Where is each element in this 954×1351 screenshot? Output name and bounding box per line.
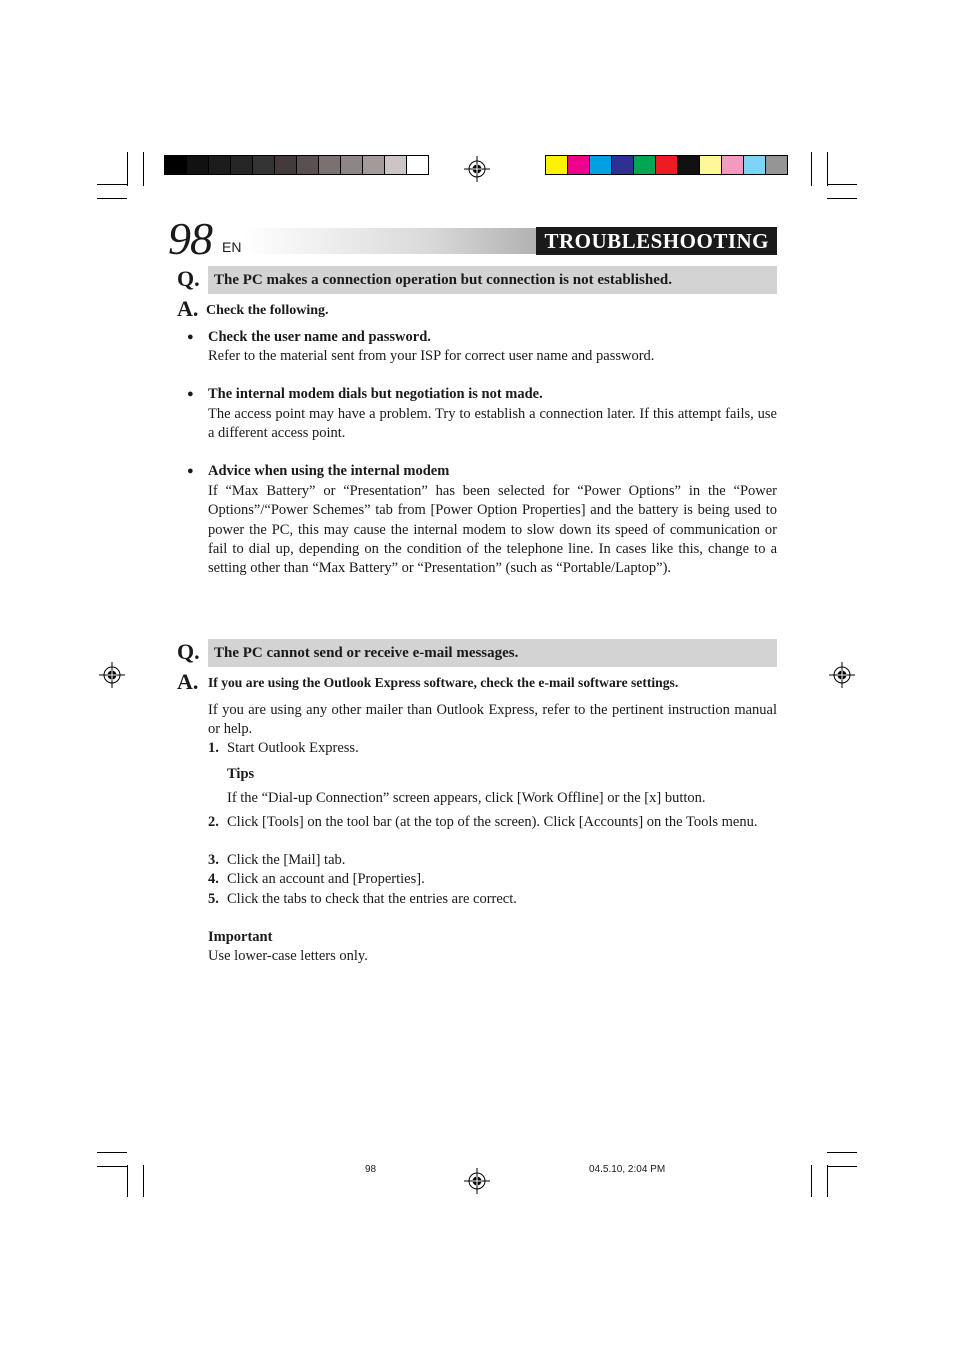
color-swatch: [208, 155, 231, 175]
answer-marker: A.: [177, 669, 199, 694]
color-swatch: [743, 155, 766, 175]
color-swatch: [589, 155, 612, 175]
crop-mark: [143, 152, 144, 186]
language-code: EN: [222, 239, 242, 255]
color-swatch: [164, 155, 187, 175]
crop-mark: [97, 184, 127, 185]
footer-page-number: 98: [365, 1164, 377, 1175]
item-title: Check the user name and password.: [208, 329, 431, 345]
step-text: Click the [Mail] tab.: [227, 852, 346, 868]
registration-mark-icon: [99, 662, 125, 688]
step-number: 1.: [208, 740, 219, 756]
item-text: Refer to the material sent from your ISP for correct user name and password.: [208, 348, 655, 364]
item-text: The access point may have a problem. Try to establish a connection later. If this attempt fails, use a different access point.: [208, 406, 777, 442]
step-text: Click the tabs to check that the entries are correct.: [227, 891, 517, 907]
footer-timestamp: 04.5.10, 2:04 PM: [589, 1164, 666, 1175]
question-heading: The PC cannot send or receive e-mail messages.: [208, 639, 777, 667]
paragraph: If you are using any other mailer than Outlook Express, refer to the pertinent instruction manual or help.: [208, 702, 777, 738]
crop-mark: [827, 1165, 828, 1197]
step-text: Click an account and [Properties].: [227, 871, 425, 887]
answer-intro: Check the following.: [206, 303, 329, 318]
color-swatch: [611, 155, 634, 175]
bullet-icon: ●: [187, 331, 194, 343]
color-swatch: [252, 155, 275, 175]
color-swatch: [186, 155, 209, 175]
tips-text: If the “Dial-up Connection” screen appears, click [Work Offline] or the [x] button.: [227, 790, 706, 806]
crop-mark: [127, 152, 128, 186]
color-swatch: [655, 155, 678, 175]
crop-mark: [811, 152, 812, 186]
crop-mark: [827, 198, 857, 199]
important-text: Use lower-case letters only.: [208, 948, 368, 964]
item-title: Advice when using the internal modem: [208, 463, 450, 479]
color-swatch: [340, 155, 363, 175]
question-marker: Q.: [177, 266, 200, 291]
registration-mark-icon: [829, 662, 855, 688]
step-number: 2.: [208, 814, 219, 830]
item-text: If “Max Battery” or “Presentation” has been selected for “Power Options” in the “Power Options”/“Power Schemes” tab from [Power Option Properties] and the battery is being used to power the PC, this may cause the internal modem to slow down its speed of communication or fail to dial up, depending on the condition of the telephone line. In cases like this, change to a setting other than “Max Battery” or “Presentation” (such as “Portable/Laptop”).: [208, 483, 777, 577]
crop-mark: [827, 184, 857, 185]
color-swatch: [274, 155, 297, 175]
color-swatch: [545, 155, 568, 175]
section-title: TROUBLESHOOTING: [536, 227, 777, 255]
crop-mark: [827, 152, 828, 186]
color-swatch: [230, 155, 253, 175]
color-swatch: [699, 155, 722, 175]
color-swatch: [721, 155, 744, 175]
item-title: The internal modem dials but negotiation is not made.: [208, 386, 543, 402]
bullet-icon: ●: [187, 465, 194, 477]
question-marker: Q.: [177, 639, 200, 664]
color-swatch: [633, 155, 656, 175]
question-heading: The PC makes a connection operation but connection is not established.: [208, 266, 777, 294]
answer-marker: A.: [177, 296, 199, 321]
step-text: Start Outlook Express.: [227, 740, 359, 756]
crop-mark: [811, 1165, 812, 1197]
crop-mark: [97, 198, 127, 199]
bullet-icon: ●: [187, 388, 194, 400]
color-swatch: [296, 155, 319, 175]
crop-mark: [127, 1165, 128, 1197]
crop-mark: [97, 1152, 127, 1153]
color-swatch: [384, 155, 407, 175]
registration-mark-icon: [464, 156, 490, 182]
color-swatch: [765, 155, 788, 175]
registration-mark-icon: [464, 1168, 490, 1194]
crop-mark: [97, 1166, 127, 1167]
step-number: 5.: [208, 891, 219, 907]
color-swatch: [406, 155, 429, 175]
page-number: 98: [168, 213, 212, 264]
step-number: 3.: [208, 852, 219, 868]
color-swatch: [567, 155, 590, 175]
crop-mark: [143, 1165, 144, 1197]
tips-title: Tips: [227, 766, 255, 782]
step-number: 4.: [208, 871, 219, 887]
answer-intro: If you are using the Outlook Express software, check the e-mail software settings.: [208, 675, 679, 690]
color-swatch: [677, 155, 700, 175]
crop-mark: [827, 1166, 857, 1167]
crop-mark: [827, 1152, 857, 1153]
important-title: Important: [208, 929, 273, 945]
color-swatch: [318, 155, 341, 175]
color-swatch: [362, 155, 385, 175]
step-text: Click [Tools] on the tool bar (at the top of the screen). Click [Accounts] on the Tools menu.: [227, 814, 758, 830]
